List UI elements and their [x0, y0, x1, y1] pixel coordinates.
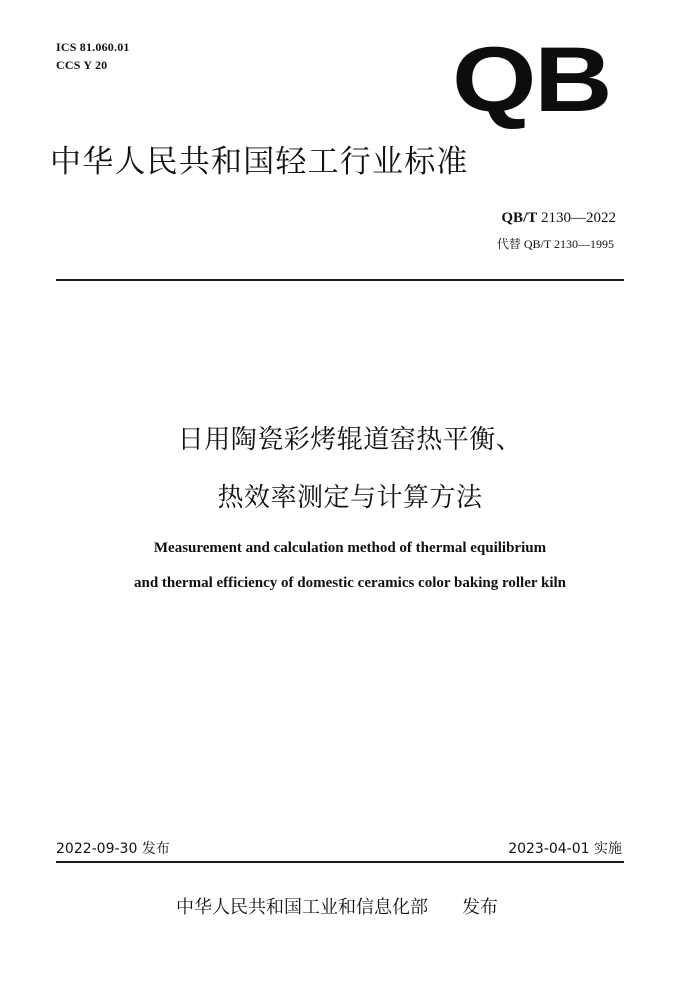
issuer-name: 中华人民共和国工业和信息化部 — [176, 897, 428, 918]
standard-category: 中华人民共和国轻工行业标准 — [50, 144, 469, 180]
title-en-line1: Measurement and calculation method of thermal equilibrium — [153, 540, 547, 556]
title-zh-line1: 日用陶瓷彩烤辊道窑热平衡、 — [177, 425, 523, 455]
ics-code: ICS 81.060.01 — [56, 40, 130, 54]
top-divider — [56, 279, 624, 281]
issuer-verb: 发布 — [462, 897, 498, 918]
ccs-code: CCS Y 20 — [56, 58, 108, 72]
standard-number-prefix: QB/T — [501, 210, 538, 226]
standard-number — [501, 210, 616, 227]
standard-number-value: 2130—2022 — [541, 210, 616, 226]
implement-date: 2023-04-01 实施 — [508, 841, 622, 857]
title-zh-line2: 热效率测定与计算方法 — [217, 483, 483, 513]
qb-logo: QB — [452, 29, 611, 131]
title-en-line2: and thermal efficiency of domestic ceramics color baking roller kiln — [133, 575, 567, 591]
publish-date: 2022-09-30 发布 — [56, 841, 170, 857]
replaces-note: 代替 QB/T 2130—1995 — [496, 237, 614, 251]
bottom-divider — [56, 861, 624, 863]
